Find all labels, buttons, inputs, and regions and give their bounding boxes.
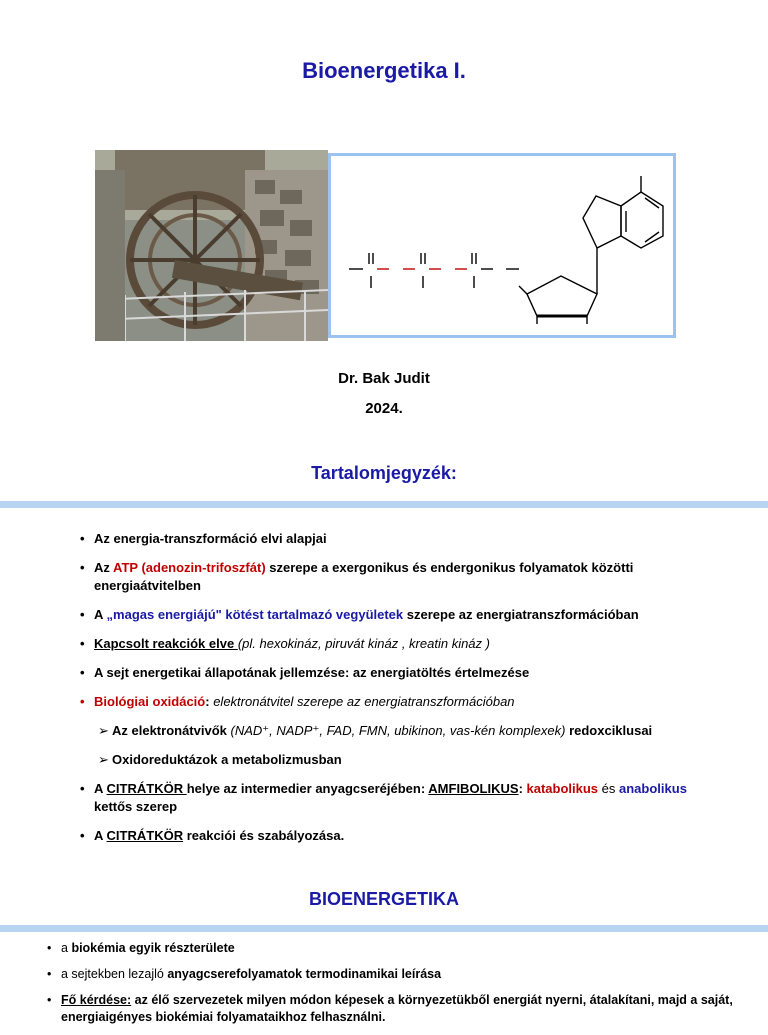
list-item: • Biológiai oxidáció: elektronátvitel szerepe az energiatranszformációban	[80, 694, 515, 709]
bioenergetika-heading: BIOENERGETIKA	[308, 889, 459, 909]
list-item: • a sejtekben lezajló anyagcserefolyamatok termodinamikai leírása	[47, 967, 442, 981]
list-item: • A CITRÁTKÖR reakciói és szabályozása.	[80, 828, 345, 843]
list-item: • a biokémia egyik részterülete	[47, 941, 235, 955]
list-item: • A „magas energiájú" kötést tartalmazó vegyületek szerepe az energiatranszformációban	[80, 607, 639, 622]
author-year: 2024.	[365, 400, 403, 417]
list-item: • A sejt energetikai állapotának jellemzése: az energiatöltés értelmezése	[80, 665, 530, 680]
list-item: • Az ATP (adenozin-trifoszfát) szerepe a exergonikus és endergonikus folyamatok közötti energiaátvitelben	[80, 560, 634, 593]
list-item: • Fő kérdése: az élő szervezetek milyen módon képesek a környezetükből energiát nyerni, átalakítani, majd a saját, energiaigényes biokémiai folyamataikhoz felhasználni.	[47, 993, 733, 1024]
list-subitem: ➢ Az elektronátvivők (NAD⁺, NADP⁺, FAD, FMN, ubikinon, vas-kén komplexek) redoxciklusai	[98, 723, 653, 738]
list-item: • A CITRÁTKÖR helye az intermedier anyagcseréjében: AMFIBOLIKUS: katabolikus és anabolikus kettős szerep	[80, 781, 687, 814]
divider	[0, 925, 768, 932]
author-name: Dr. Bak Judit	[338, 370, 430, 387]
list-subitem: ➢ Oxidoreduktázok a metabolizmusban	[98, 752, 342, 767]
water-mill-photo	[95, 150, 328, 341]
toc-list	[80, 530, 720, 856]
list-item: • Kapcsolt reakciók elve (pl. hexokináz, piruvát kináz , kreatin kináz )	[80, 636, 490, 651]
page-title: Bioenergetika I.	[302, 58, 466, 83]
bioenergetika-list	[47, 940, 762, 1035]
toc-heading: Tartalomjegyzék:	[311, 463, 457, 483]
arrow-bullet-icon: ➢	[98, 723, 109, 738]
atp-structure-diagram	[328, 153, 676, 338]
divider	[0, 501, 768, 508]
list-item: • Az energia-transzformáció elvi alapjai	[80, 531, 327, 546]
arrow-bullet-icon: ➢	[98, 752, 109, 767]
